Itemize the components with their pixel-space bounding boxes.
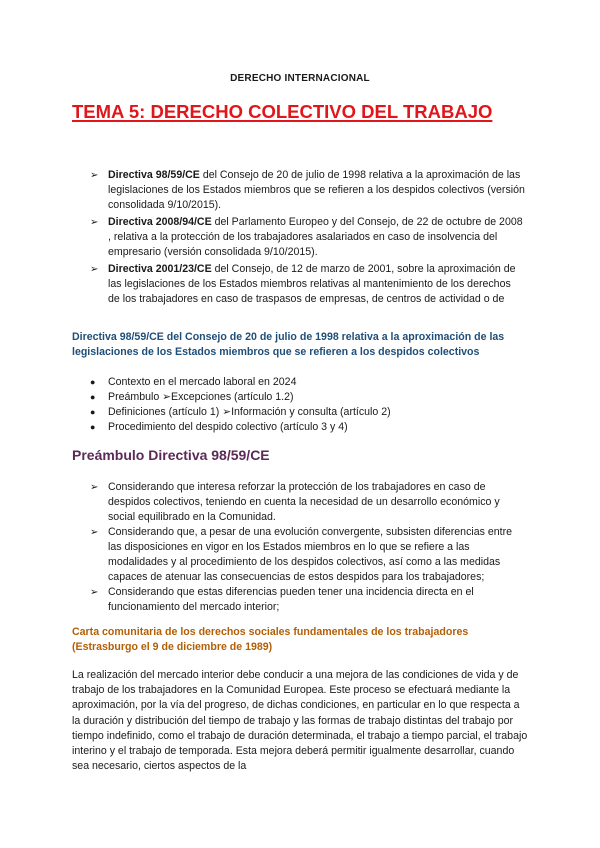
directive-name: Directiva 98/59/CE: [108, 169, 200, 181]
topic-text: Procedimiento del despido colectivo (artículo 3 y 4): [108, 421, 348, 433]
dot-bullet-icon: ●: [90, 407, 96, 417]
list-item: [0, 480, 525, 525]
arrow-bullet-icon: ➢: [90, 527, 99, 538]
page-title: TEMA 5: DERECHO COLECTIVO DEL TRABAJO: [72, 101, 493, 122]
directive-text: del Consejo de 20 de julio de 1998 relativa a la aproximación de las legislaciones de los Estados miembros que se refieren a los despidos colectivos (versión consolidada 9/10/2015).: [108, 169, 525, 211]
arrow-bullet-icon: ➢: [90, 217, 99, 228]
dot-bullet-icon: ●: [90, 392, 96, 402]
course-title: DERECHO INTERNACIONAL: [230, 73, 370, 84]
list-item: [0, 375, 525, 390]
directive-name: Directiva 2001/23/CE: [108, 263, 212, 275]
section-heading-directive: Directiva 98/59/CE del Consejo de 20 de julio de 1998 relativa a la aproximación de las legislaciones de los Estados miembros que se refieren a los despidos colectivos: [72, 331, 505, 358]
arrow-bullet-icon: ➢: [90, 170, 99, 181]
consideration-text: Considerando que estas diferencias pueden tener una incidencia directa en el funcionamiento del mercado interior;: [108, 586, 474, 613]
list-item: [0, 585, 525, 615]
section-heading-charter: Carta comunitaria de los derechos sociales fundamentales de los trabajadores (Estrasburgo el 9 de diciembre de 1989): [72, 626, 469, 653]
directive-name: Directiva 2008/94/CE: [108, 216, 212, 228]
arrow-bullet-icon: ➢: [90, 482, 99, 493]
topics-list: [0, 375, 600, 435]
list-item: [0, 525, 525, 585]
list-item: [0, 262, 525, 307]
list-item: [0, 405, 525, 420]
body-paragraph: La realización del mercado interior debe conducir a una mejora de las condiciones de vida y de trabajo de los trabajadores en la Comunidad Europea. Este proceso se efectuará mediante la aproximación, por la vía del progreso, de dichas condiciones, en particular en lo que respecta a la duración y distribución del tiempo de trabajo y las formas de trabajo distintas del trabajo por tiempo indefinido, como el trabajo de duración determinada, el trabajo a tiempo parcial, el trabajo interino y el trabajo de temporada. Esta mejora deberá permitir igualmente desarrollar, cuando sea necesario, ciertos aspectos de la: [72, 669, 528, 773]
consideration-text: Considerando que, a pesar de una evolución convergente, subsisten diferencias entre las disposiciones en vigor en los Estados miembros en lo que se refiere a las modalidades y al procedimiento de los despidos colectivos, así como a las medidas capaces de atenuar las consecuencias de estos despidos para los trabajadores;: [108, 526, 513, 583]
list-item: [0, 420, 525, 435]
consideration-text: Considerando que interesa reforzar la protección de los trabajadores en caso de despidos colectivos, teniendo en cuenta la necesidad de un desarrollo económico y social equilibrado en la Comunidad.: [108, 481, 500, 523]
topic-text: Contexto en el mercado laboral en 2024: [108, 376, 297, 388]
section-heading-preamble: Preámbulo Directiva 98/59/CE: [72, 447, 270, 463]
arrow-bullet-icon: ➢: [90, 587, 99, 598]
list-item: [0, 215, 525, 260]
topic-text: Preámbulo ➢Excepciones (artículo 1.2): [108, 391, 294, 403]
arrow-bullet-icon: ➢: [90, 264, 99, 275]
dot-bullet-icon: ●: [90, 377, 96, 387]
topic-text: Definiciones (artículo 1) ➢Información y consulta (artículo 2): [108, 406, 391, 418]
list-item: [0, 390, 525, 405]
dot-bullet-icon: ●: [90, 422, 96, 432]
list-item: [0, 168, 525, 213]
directive-text: del Consejo, de 12 de marzo de 2001, sobre la aproximación de las legislaciones de los Estados miembros relativas al mantenimiento de los derechos de los trabajadores en caso de traspasos de empresas, de centros de actividad o de: [108, 263, 516, 305]
directive-list: [0, 168, 600, 307]
directive-text: del Parlamento Europeo y del Consejo, de 22 de octubre de 2008 , relativa a la protección de los trabajadores asalariados en caso de insolvencia del empresario (versión consolidada 9/10/2015).: [108, 216, 523, 258]
considerations-list: [0, 480, 600, 615]
